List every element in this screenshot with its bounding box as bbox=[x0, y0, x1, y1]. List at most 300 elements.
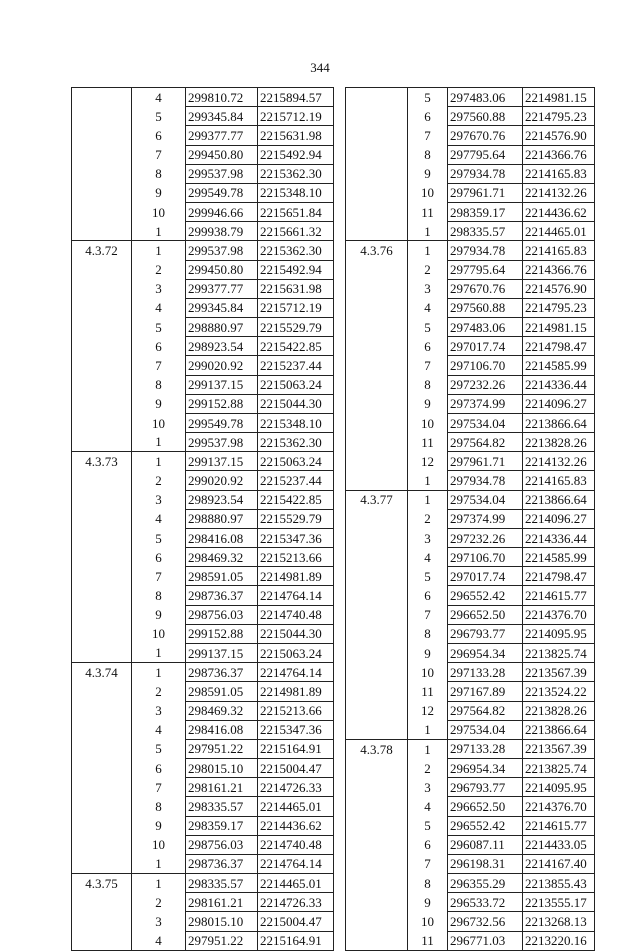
coordinate-table-right bbox=[345, 87, 595, 951]
section-id-cell bbox=[72, 107, 132, 126]
section-id-cell bbox=[72, 164, 132, 183]
section-id-cell bbox=[72, 893, 132, 912]
y-coordinate-cell: 2214615.77 bbox=[523, 816, 595, 835]
section-id-cell bbox=[346, 893, 408, 912]
x-coordinate-cell: 298736.37 bbox=[186, 586, 258, 605]
y-coordinate-cell: 2214165.83 bbox=[523, 241, 595, 260]
table-row bbox=[346, 318, 595, 337]
y-coordinate-cell: 2215362.30 bbox=[258, 433, 334, 452]
section-id-cell bbox=[346, 586, 408, 605]
section-id-cell bbox=[72, 433, 132, 452]
table-row bbox=[346, 720, 595, 739]
x-coordinate-cell: 299345.84 bbox=[186, 298, 258, 317]
point-number-cell: 4 bbox=[155, 722, 162, 738]
y-coordinate-cell: 2214433.05 bbox=[523, 835, 595, 854]
point-number-cell: 4 bbox=[155, 511, 162, 527]
point-number-cell: 9 bbox=[155, 396, 162, 412]
x-coordinate-cell: 297106.70 bbox=[448, 356, 523, 375]
x-coordinate-cell: 298416.08 bbox=[186, 720, 258, 739]
point-number-cell: 2 bbox=[155, 894, 162, 910]
table-row bbox=[72, 145, 334, 164]
point-number-cell: 1 bbox=[155, 223, 162, 239]
y-coordinate-cell: 2213825.74 bbox=[523, 643, 595, 662]
y-coordinate-cell: 2215422.85 bbox=[258, 490, 334, 509]
x-coordinate-cell: 296198.31 bbox=[448, 854, 523, 873]
x-coordinate-cell: 298591.05 bbox=[186, 567, 258, 586]
point-number-cell: 1 bbox=[155, 856, 162, 872]
x-coordinate-cell: 298756.03 bbox=[186, 605, 258, 624]
x-coordinate-cell: 298880.97 bbox=[186, 509, 258, 528]
table-row bbox=[72, 509, 334, 528]
section-id-cell bbox=[346, 88, 408, 107]
x-coordinate-cell: 298736.37 bbox=[186, 663, 258, 682]
point-number-cell: 2 bbox=[424, 511, 431, 527]
table-row bbox=[72, 318, 334, 337]
table-row bbox=[72, 912, 334, 931]
table-row bbox=[346, 682, 595, 701]
section-id-cell bbox=[346, 874, 408, 893]
y-coordinate-cell: 2214585.99 bbox=[523, 356, 595, 375]
x-coordinate-cell: 297961.71 bbox=[448, 183, 523, 202]
y-coordinate-cell: 2215044.30 bbox=[258, 624, 334, 643]
x-coordinate-cell: 298756.03 bbox=[186, 835, 258, 854]
table-row bbox=[346, 452, 595, 471]
y-coordinate-cell: 2215894.57 bbox=[258, 88, 334, 107]
table-row bbox=[346, 739, 595, 758]
point-number-cell: 8 bbox=[155, 798, 162, 814]
x-coordinate-cell: 299537.98 bbox=[186, 241, 258, 260]
x-coordinate-cell: 297961.71 bbox=[448, 452, 523, 471]
x-coordinate-cell: 297670.76 bbox=[448, 279, 523, 298]
x-coordinate-cell: 297670.76 bbox=[448, 126, 523, 145]
section-id-cell bbox=[346, 931, 408, 950]
table-row bbox=[346, 126, 595, 145]
section-id-cell bbox=[72, 88, 132, 107]
section-id-cell bbox=[72, 797, 132, 816]
table-row bbox=[346, 164, 595, 183]
y-coordinate-cell: 2213567.39 bbox=[523, 739, 595, 758]
x-coordinate-cell: 297374.99 bbox=[448, 394, 523, 413]
point-number-cell: 6 bbox=[424, 837, 431, 853]
section-id-cell bbox=[72, 260, 132, 279]
y-coordinate-cell: 2215237.44 bbox=[258, 356, 334, 375]
x-coordinate-cell: 297564.82 bbox=[448, 433, 523, 452]
y-coordinate-cell: 2215004.47 bbox=[258, 912, 334, 931]
section-id-cell bbox=[346, 854, 408, 873]
y-coordinate-cell: 2214615.77 bbox=[523, 586, 595, 605]
section-id-cell bbox=[72, 337, 132, 356]
y-coordinate-cell: 2215063.24 bbox=[258, 643, 334, 662]
section-id-cell bbox=[346, 452, 408, 471]
table-row bbox=[346, 433, 595, 452]
point-number-cell: 11 bbox=[408, 931, 448, 950]
section-id-cell bbox=[346, 164, 408, 183]
section-id-cell bbox=[346, 471, 408, 490]
x-coordinate-cell: 299938.79 bbox=[186, 222, 258, 241]
point-number-cell: 8 bbox=[155, 377, 162, 393]
y-coordinate-cell: 2213828.26 bbox=[523, 701, 595, 720]
point-number-cell: 9 bbox=[424, 166, 431, 182]
section-id-cell bbox=[72, 682, 132, 701]
table-row bbox=[346, 624, 595, 643]
point-number-cell: 5 bbox=[155, 319, 162, 335]
x-coordinate-cell: 297534.04 bbox=[448, 413, 523, 432]
x-coordinate-cell: 297232.26 bbox=[448, 528, 523, 547]
point-number-cell: 9 bbox=[424, 645, 431, 661]
table-row bbox=[346, 509, 595, 528]
point-number-cell: 11 bbox=[421, 434, 434, 450]
x-coordinate-cell: 296087.11 bbox=[448, 835, 523, 854]
x-coordinate-cell: 298015.10 bbox=[186, 759, 258, 778]
y-coordinate-cell: 2214740.48 bbox=[258, 605, 334, 624]
coordinate-table-left bbox=[71, 87, 334, 951]
table-row bbox=[346, 816, 595, 835]
y-coordinate-cell: 2215347.36 bbox=[258, 720, 334, 739]
y-coordinate-cell: 2213825.74 bbox=[523, 759, 595, 778]
point-number-cell: 6 bbox=[155, 127, 162, 143]
table-row bbox=[72, 413, 334, 432]
y-coordinate-cell: 2215631.98 bbox=[258, 279, 334, 298]
table-row bbox=[346, 222, 595, 241]
section-id-cell bbox=[346, 433, 408, 452]
table-row bbox=[346, 145, 595, 164]
section-id-cell bbox=[346, 682, 408, 701]
table-row bbox=[346, 337, 595, 356]
y-coordinate-cell: 2214336.44 bbox=[523, 375, 595, 394]
section-id-cell: 4.3.75 bbox=[72, 874, 132, 893]
section-id-cell bbox=[72, 624, 132, 643]
y-coordinate-cell: 2214436.62 bbox=[258, 816, 334, 835]
x-coordinate-cell: 299377.77 bbox=[186, 279, 258, 298]
section-id-cell bbox=[72, 567, 132, 586]
y-coordinate-cell: 2214095.95 bbox=[523, 778, 595, 797]
y-coordinate-cell: 2214576.90 bbox=[523, 126, 595, 145]
x-coordinate-cell: 297560.88 bbox=[448, 298, 523, 317]
x-coordinate-cell: 296533.72 bbox=[448, 893, 523, 912]
table-row bbox=[72, 164, 334, 183]
y-coordinate-cell: 2214585.99 bbox=[523, 548, 595, 567]
point-number-cell: 3 bbox=[155, 492, 162, 508]
point-number-cell: 11 bbox=[421, 683, 434, 699]
table-row bbox=[346, 643, 595, 662]
x-coordinate-cell: 299152.88 bbox=[186, 624, 258, 643]
table-row bbox=[72, 643, 334, 662]
y-coordinate-cell: 2214764.14 bbox=[258, 663, 334, 682]
point-number-cell: 2 bbox=[155, 683, 162, 699]
y-coordinate-cell: 2213220.16 bbox=[523, 931, 595, 950]
x-coordinate-cell: 297934.78 bbox=[448, 241, 523, 260]
x-coordinate-cell: 296793.77 bbox=[448, 624, 523, 643]
x-coordinate-cell: 299377.77 bbox=[186, 126, 258, 145]
point-number-cell: 2 bbox=[155, 262, 162, 278]
point-number-cell: 10 bbox=[421, 664, 434, 680]
x-coordinate-cell: 298359.17 bbox=[448, 203, 523, 222]
y-coordinate-cell: 2214165.83 bbox=[523, 471, 595, 490]
section-id-cell bbox=[72, 701, 132, 720]
x-coordinate-cell: 297483.06 bbox=[448, 88, 523, 107]
point-number-cell: 5 bbox=[155, 530, 162, 546]
section-id-cell bbox=[72, 548, 132, 567]
x-coordinate-cell: 297934.78 bbox=[448, 471, 523, 490]
y-coordinate-cell: 2214740.48 bbox=[258, 835, 334, 854]
point-number-cell: 8 bbox=[155, 588, 162, 604]
x-coordinate-cell: 299020.92 bbox=[186, 356, 258, 375]
section-id-cell bbox=[346, 797, 408, 816]
point-number-cell: 9 bbox=[155, 818, 162, 834]
table-row bbox=[346, 874, 595, 893]
table-row bbox=[72, 222, 334, 241]
y-coordinate-cell: 2214798.47 bbox=[523, 337, 595, 356]
point-number-cell: 10 bbox=[421, 415, 434, 431]
section-id-cell bbox=[72, 509, 132, 528]
section-id-cell bbox=[72, 298, 132, 317]
y-coordinate-cell: 2214981.89 bbox=[258, 567, 334, 586]
table-row bbox=[346, 413, 595, 432]
x-coordinate-cell: 297232.26 bbox=[448, 375, 523, 394]
table-row bbox=[72, 433, 334, 452]
point-number-cell: 1 bbox=[408, 241, 448, 260]
table-row bbox=[72, 107, 334, 126]
point-number-cell: 3 bbox=[155, 913, 162, 929]
x-coordinate-cell: 296652.50 bbox=[448, 797, 523, 816]
section-id-cell bbox=[346, 567, 408, 586]
point-number-cell: 7 bbox=[424, 127, 431, 143]
table-row bbox=[72, 260, 334, 279]
y-coordinate-cell: 2214981.89 bbox=[258, 682, 334, 701]
x-coordinate-cell: 296954.34 bbox=[448, 643, 523, 662]
table-row bbox=[346, 835, 595, 854]
x-coordinate-cell: 299345.84 bbox=[186, 107, 258, 126]
x-coordinate-cell: 298469.32 bbox=[186, 548, 258, 567]
x-coordinate-cell: 299020.92 bbox=[186, 471, 258, 490]
table-row bbox=[72, 298, 334, 317]
y-coordinate-cell: 2213866.64 bbox=[523, 490, 595, 509]
section-id-cell bbox=[346, 126, 408, 145]
section-id-cell bbox=[72, 145, 132, 164]
section-id-cell bbox=[346, 260, 408, 279]
x-coordinate-cell: 297564.82 bbox=[448, 701, 523, 720]
x-coordinate-cell: 297951.22 bbox=[186, 931, 258, 950]
x-coordinate-cell: 299137.15 bbox=[186, 452, 258, 471]
point-number-cell: 2 bbox=[424, 760, 431, 776]
table-row bbox=[72, 931, 334, 950]
table-row bbox=[72, 241, 334, 260]
point-number-cell: 4 bbox=[132, 88, 186, 107]
table-row bbox=[72, 528, 334, 547]
x-coordinate-cell: 298923.54 bbox=[186, 337, 258, 356]
x-coordinate-cell: 298591.05 bbox=[186, 682, 258, 701]
section-id-cell bbox=[346, 356, 408, 375]
point-number-cell: 3 bbox=[424, 281, 431, 297]
point-number-cell: 7 bbox=[155, 779, 162, 795]
x-coordinate-cell: 299549.78 bbox=[186, 413, 258, 432]
section-id-cell bbox=[346, 413, 408, 432]
point-number-cell: 5 bbox=[408, 88, 448, 107]
point-number-cell: 1 bbox=[132, 452, 186, 471]
point-number-cell: 1 bbox=[424, 722, 431, 737]
table-row bbox=[346, 107, 595, 126]
x-coordinate-cell: 296771.03 bbox=[448, 931, 523, 950]
table-row bbox=[72, 88, 334, 107]
x-coordinate-cell: 297167.89 bbox=[448, 682, 523, 701]
point-number-cell: 5 bbox=[424, 568, 431, 584]
point-number-cell: 4 bbox=[424, 300, 431, 316]
y-coordinate-cell: 2215347.36 bbox=[258, 528, 334, 547]
x-coordinate-cell: 298880.97 bbox=[186, 318, 258, 337]
table-row bbox=[346, 912, 595, 931]
table-row bbox=[346, 854, 595, 873]
x-coordinate-cell: 297534.04 bbox=[448, 490, 523, 509]
x-coordinate-cell: 299152.88 bbox=[186, 394, 258, 413]
table-row bbox=[72, 452, 334, 471]
point-number-cell: 9 bbox=[155, 185, 162, 201]
section-id-cell bbox=[346, 318, 408, 337]
y-coordinate-cell: 2215712.19 bbox=[258, 298, 334, 317]
point-number-cell: 7 bbox=[155, 147, 162, 163]
table-row bbox=[72, 356, 334, 375]
point-number-cell: 4 bbox=[155, 300, 162, 316]
section-id-cell bbox=[346, 835, 408, 854]
point-number-cell: 3 bbox=[424, 530, 431, 546]
y-coordinate-cell: 2213268.13 bbox=[523, 912, 595, 931]
table-row bbox=[72, 720, 334, 739]
y-coordinate-cell: 2214132.26 bbox=[523, 452, 595, 471]
table-row bbox=[346, 548, 595, 567]
x-coordinate-cell: 299450.80 bbox=[186, 260, 258, 279]
section-id-cell bbox=[72, 931, 132, 950]
x-coordinate-cell: 299137.15 bbox=[186, 375, 258, 394]
x-coordinate-cell: 298335.57 bbox=[186, 874, 258, 893]
y-coordinate-cell: 2214726.33 bbox=[258, 778, 334, 797]
table-row bbox=[346, 241, 595, 260]
point-number-cell: 7 bbox=[155, 568, 162, 584]
y-coordinate-cell: 2214165.83 bbox=[523, 164, 595, 183]
table-row bbox=[72, 548, 334, 567]
table-row bbox=[346, 471, 595, 490]
table-row bbox=[346, 797, 595, 816]
table-row bbox=[72, 471, 334, 490]
point-number-cell: 8 bbox=[424, 626, 431, 642]
point-number-cell: 5 bbox=[155, 741, 162, 757]
y-coordinate-cell: 2215492.94 bbox=[258, 145, 334, 164]
y-coordinate-cell: 2215213.66 bbox=[258, 701, 334, 720]
point-number-cell: 3 bbox=[424, 779, 431, 795]
x-coordinate-cell: 299549.78 bbox=[186, 183, 258, 202]
section-id-cell bbox=[346, 720, 408, 739]
section-id-cell bbox=[346, 778, 408, 797]
y-coordinate-cell: 2213524.22 bbox=[523, 682, 595, 701]
point-number-cell: 12 bbox=[421, 703, 434, 719]
y-coordinate-cell: 2215631.98 bbox=[258, 126, 334, 145]
section-id-cell bbox=[346, 375, 408, 394]
section-id-cell bbox=[72, 413, 132, 432]
y-coordinate-cell: 2215492.94 bbox=[258, 260, 334, 279]
point-number-cell: 12 bbox=[421, 453, 434, 469]
table-row bbox=[346, 88, 595, 107]
table-row bbox=[72, 394, 334, 413]
y-coordinate-cell: 2215348.10 bbox=[258, 413, 334, 432]
point-number-cell: 7 bbox=[155, 357, 162, 373]
point-number-cell: 5 bbox=[424, 818, 431, 834]
point-number-cell: 9 bbox=[424, 894, 431, 910]
section-id-cell: 4.3.78 bbox=[346, 739, 408, 758]
y-coordinate-cell: 2215213.66 bbox=[258, 548, 334, 567]
point-number-cell: 7 bbox=[424, 357, 431, 373]
y-coordinate-cell: 2213555.17 bbox=[523, 893, 595, 912]
section-id-cell bbox=[346, 643, 408, 662]
y-coordinate-cell: 2214366.76 bbox=[523, 260, 595, 279]
x-coordinate-cell: 299137.15 bbox=[186, 643, 258, 662]
x-coordinate-cell: 296652.50 bbox=[448, 605, 523, 624]
section-id-cell bbox=[72, 586, 132, 605]
x-coordinate-cell: 296355.29 bbox=[448, 874, 523, 893]
section-id-cell bbox=[72, 490, 132, 509]
point-number-cell: 8 bbox=[424, 147, 431, 163]
y-coordinate-cell: 2214795.23 bbox=[523, 107, 595, 126]
point-number-cell: 1 bbox=[408, 490, 448, 509]
y-coordinate-cell: 2215712.19 bbox=[258, 107, 334, 126]
table-row bbox=[72, 778, 334, 797]
section-id-cell bbox=[346, 528, 408, 547]
point-number-cell: 6 bbox=[155, 549, 162, 565]
table-row bbox=[72, 893, 334, 912]
y-coordinate-cell: 2214167.40 bbox=[523, 854, 595, 873]
point-number-cell: 6 bbox=[424, 338, 431, 354]
table-row bbox=[346, 893, 595, 912]
point-number-cell: 6 bbox=[155, 760, 162, 776]
section-id-cell bbox=[346, 394, 408, 413]
section-id-cell bbox=[72, 183, 132, 202]
x-coordinate-cell: 298736.37 bbox=[186, 854, 258, 873]
y-coordinate-cell: 2213567.39 bbox=[523, 663, 595, 682]
x-coordinate-cell: 297017.74 bbox=[448, 337, 523, 356]
point-number-cell: 6 bbox=[155, 338, 162, 354]
section-id-cell bbox=[346, 145, 408, 164]
x-coordinate-cell: 298923.54 bbox=[186, 490, 258, 509]
point-number-cell: 2 bbox=[155, 473, 162, 489]
point-number-cell: 6 bbox=[424, 108, 431, 124]
section-id-cell bbox=[72, 720, 132, 739]
section-id-cell bbox=[72, 375, 132, 394]
x-coordinate-cell: 296793.77 bbox=[448, 778, 523, 797]
point-number-cell: 10 bbox=[152, 204, 165, 220]
point-number-cell: 1 bbox=[132, 241, 186, 260]
table-row bbox=[72, 586, 334, 605]
x-coordinate-cell: 298335.57 bbox=[186, 797, 258, 816]
table-row bbox=[346, 567, 595, 586]
point-number-cell: 7 bbox=[424, 607, 431, 623]
point-number-cell: 3 bbox=[155, 281, 162, 297]
section-id-cell bbox=[72, 759, 132, 778]
table-row bbox=[72, 375, 334, 394]
y-coordinate-cell: 2214981.15 bbox=[523, 88, 595, 107]
table-row bbox=[346, 759, 595, 778]
section-id-cell bbox=[346, 605, 408, 624]
table-row bbox=[72, 739, 334, 758]
table-row bbox=[346, 375, 595, 394]
point-number-cell: 8 bbox=[424, 875, 431, 891]
y-coordinate-cell: 2215362.30 bbox=[258, 241, 334, 260]
table-row bbox=[72, 835, 334, 854]
x-coordinate-cell: 298161.21 bbox=[186, 893, 258, 912]
table-row bbox=[72, 663, 334, 682]
page-number: 344 bbox=[310, 60, 330, 75]
point-number-cell: 4 bbox=[132, 931, 186, 950]
x-coordinate-cell: 298416.08 bbox=[186, 528, 258, 547]
point-number-cell: 1 bbox=[155, 434, 162, 450]
x-coordinate-cell: 297951.22 bbox=[186, 739, 258, 758]
y-coordinate-cell: 2214981.15 bbox=[523, 318, 595, 337]
